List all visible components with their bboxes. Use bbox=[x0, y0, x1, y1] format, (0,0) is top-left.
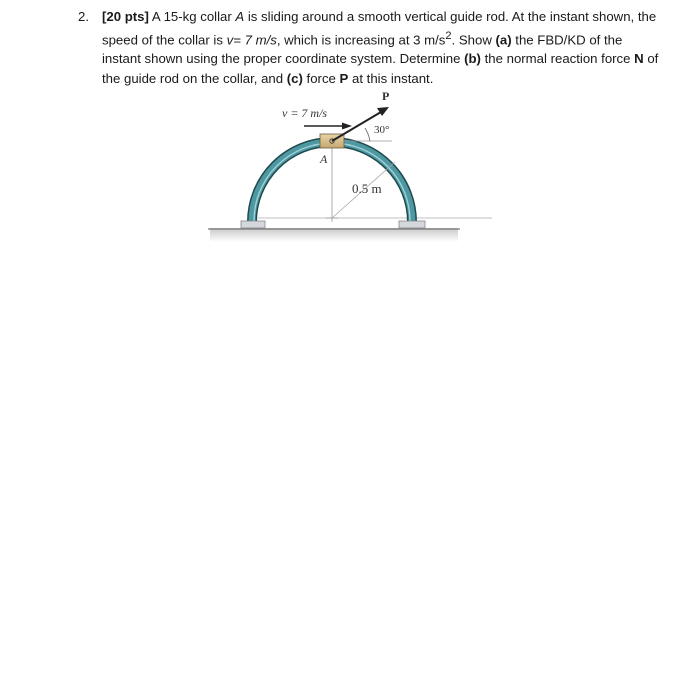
angle-arc bbox=[365, 128, 370, 141]
velocity-label: v = 7 m/s bbox=[282, 106, 328, 120]
points-label: [20 pts] bbox=[102, 9, 149, 24]
left-support bbox=[241, 221, 265, 228]
right-support bbox=[399, 221, 425, 228]
velocity-arrowhead bbox=[342, 123, 352, 130]
force-P-arrowhead bbox=[377, 107, 389, 116]
force-n-label: N bbox=[634, 51, 644, 67]
problem-number: 2. bbox=[78, 9, 89, 24]
part-c-label: (c) bbox=[286, 70, 303, 86]
part-b-label: (b) bbox=[464, 51, 481, 67]
angle-label: 30° bbox=[374, 124, 390, 136]
problem-text: [20 pts] A 15-kg collar A is sliding around a smooth vertical guide rod. At the instant shown, the speed of the collar is v= 7 m/s, which is increasing at 3 $m/s^2$. Show (a) the FBD/KD of the instant shown using the proper coordinate system. Determine (b) the normal reaction force N of the guide rod on the collar, and (c) force P at this instant. bbox=[102, 9, 659, 86]
force-p-label: P bbox=[339, 70, 349, 86]
ground-shading bbox=[210, 228, 458, 242]
speed-expression: v= 7 m/s bbox=[226, 31, 277, 47]
collar-name: A bbox=[235, 9, 245, 24]
collar-label: A bbox=[320, 152, 328, 166]
part-a-label: (a) bbox=[495, 31, 512, 47]
radius-label: 0.5 m bbox=[352, 181, 382, 196]
force-P-label: P bbox=[382, 89, 390, 103]
